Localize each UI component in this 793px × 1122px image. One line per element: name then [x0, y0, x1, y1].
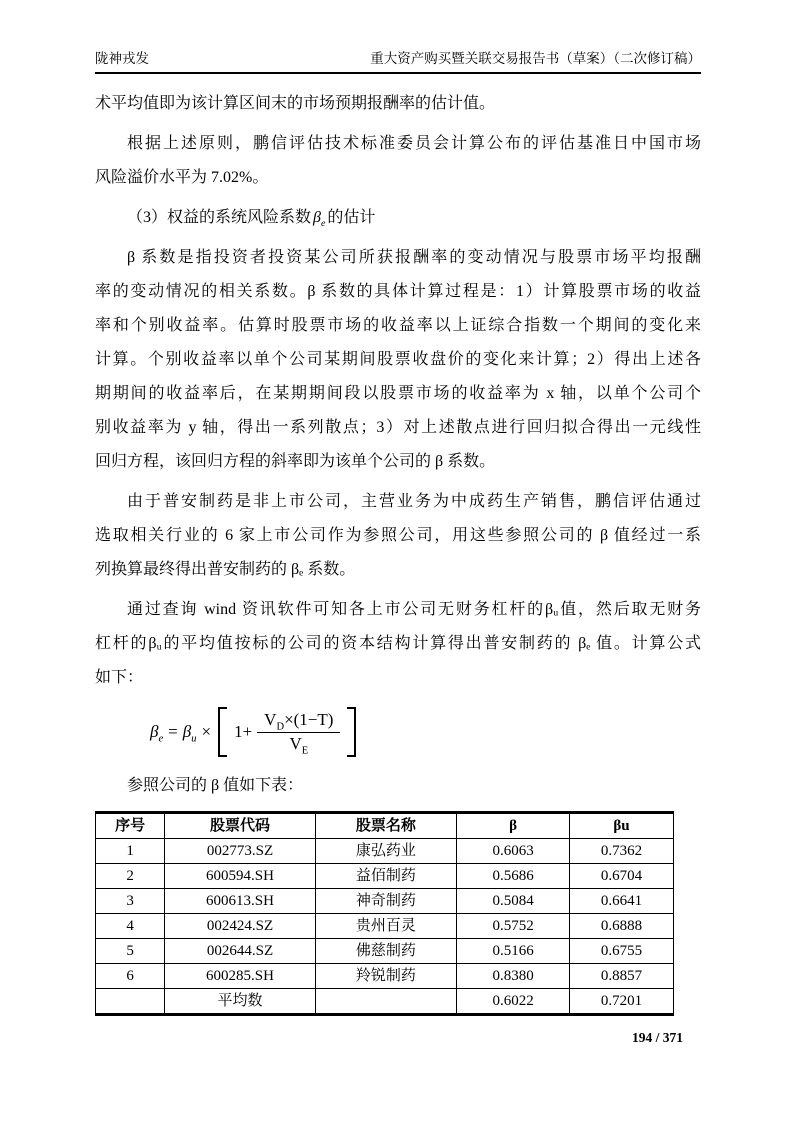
cell-stock-code: 600285.SH [165, 964, 315, 989]
cell-beta: 0.5166 [457, 939, 570, 964]
cell-stock-code: 002644.SZ [165, 939, 315, 964]
paragraph-beta-definition [95, 241, 701, 479]
text-line: 率的变动情况的相关系数。β 系数的具体计算过程是：1）计算股票市场的收益 [95, 283, 701, 300]
text-line: 期期间的收益率后，在某期期间段以股票市场的收益率为 x 轴，以单个公司个 [95, 385, 701, 402]
cell-index: 4 [96, 914, 165, 939]
page-number: 194 / 371 [631, 1030, 683, 1045]
cell-beta: 0.6063 [457, 839, 570, 864]
cell-beta-u: 0.6888 [569, 914, 673, 939]
cell-beta-u: 0.6755 [569, 939, 673, 964]
paragraph-wind-query [95, 593, 701, 695]
text-line: 根据上述原则，鹏信评估技术标准委员会计算公布的评估基准日中国市场 [127, 135, 701, 152]
table-intro-line [95, 769, 701, 803]
cell-stock-name: 益佰制药 [315, 864, 457, 889]
header-cell-stock-code: 股票代码 [165, 813, 315, 839]
cell-stock-name: 康弘药业 [315, 839, 457, 864]
beta-e-term: $\beta_e$ [150, 721, 164, 745]
fraction-numerator: $V_D\times(1-T)$ [257, 710, 340, 732]
paragraph-risk-premium [95, 127, 701, 195]
text-line: 通过查询 wind 资讯软件可知各上市公司无财务杠杆的βᵤ值，然后取无财务 [127, 601, 701, 618]
table-row [96, 889, 674, 914]
text-line: 术平均值即为该计算区间末的市场预期报酬率的估计值。 [95, 95, 496, 112]
cell-index: 2 [96, 864, 165, 889]
table-header-row [96, 813, 674, 839]
cell-beta-u: 0.6704 [569, 864, 673, 889]
text-line: 选取相关行业的 6 家上市公司作为参照公司，用这些参照公司的 β 值经过一系 [95, 527, 701, 544]
text-line: 参照公司的 β 值如下表： [127, 777, 304, 794]
text-line: 计算。个别收益率以单个公司某期间股票收盘价的变化来计算；2）得出上述各 [95, 351, 701, 368]
header-cell-stock-name: 股票名称 [315, 813, 457, 839]
cell-index: 1 [96, 839, 165, 864]
fraction [257, 710, 340, 754]
cell-beta: 0.6022 [457, 989, 570, 1015]
heading-text: （3）权益的系统风险系数 [127, 209, 312, 226]
fraction-denominator: $V_E$ [289, 733, 309, 756]
content-area [95, 87, 701, 1016]
cell-stock-code: 002424.SZ [165, 914, 315, 939]
text-line: 列换算最终得出普安制药的 βₑ 系数。 [95, 561, 356, 578]
cell-stock-code: 600613.SH [165, 889, 315, 914]
cell-beta: 0.8380 [457, 964, 570, 989]
text-line: 别收益率为 y 轴，得出一系列散点；3）对上述散点进行回归拟合得出一元线性 [95, 419, 701, 436]
cell-stock-name: 贵州百灵 [315, 914, 457, 939]
cell-stock-code: 600594.SH [165, 864, 315, 889]
cell-beta-u: 0.7201 [569, 989, 673, 1015]
beta-e-symbol: $\beta_e$ [313, 209, 326, 230]
cell-stock-code: 002773.SZ [165, 839, 315, 864]
header-cell-beta: β [457, 813, 570, 839]
right-bracket [347, 707, 356, 757]
cell-stock-name: 神奇制药 [315, 889, 457, 914]
left-bracket [218, 707, 227, 757]
table-row [96, 914, 674, 939]
reference-companies-beta-table [95, 811, 674, 1016]
beta-u-term: $\beta_u$ [182, 721, 197, 745]
table-row [96, 839, 674, 864]
text-line: 如下： [95, 669, 144, 686]
cell-stock-name: 羚锐制药 [315, 964, 457, 989]
one-plus-term: 1+ [234, 721, 253, 741]
document-header [95, 0, 701, 74]
beta-formula [95, 701, 701, 763]
cell-beta-u: 0.8857 [569, 964, 673, 989]
paragraph-puan-reference [95, 485, 701, 587]
text-line: β 系数是指投资者投资某公司所获报酬率的变动情况与股票市场平均报酬 [127, 249, 701, 266]
text-line: 率和个别收益率。估算时股票市场的收益率以上证综合指数一个期间的变化来 [95, 317, 701, 334]
heading-text: 的估计 [327, 209, 376, 226]
cell-beta-u: 0.7362 [569, 839, 673, 864]
table-row-average [96, 989, 674, 1015]
cell-index: 6 [96, 964, 165, 989]
paragraph-carryover [95, 87, 701, 121]
cell-beta: 0.5752 [457, 914, 570, 939]
cell-index: 5 [96, 939, 165, 964]
table-row [96, 939, 674, 964]
cell-beta: 0.5084 [457, 889, 570, 914]
cell-beta: 0.5686 [457, 864, 570, 889]
text-line: 杠杆的βᵤ的平均值按标的公司的资本结构计算得出普安制药的 βₑ 值。计算公式 [95, 635, 701, 652]
table-row [96, 964, 674, 989]
header-report-title: 重大资产购买暨关联交易报告书（草案）（二次修订稿） [370, 51, 701, 66]
section-heading-beta-estimate [95, 201, 701, 235]
cell-average-label: 平均数 [165, 989, 315, 1015]
multiply-sign: × [201, 721, 212, 741]
cell-index: 3 [96, 889, 165, 914]
header-company-name: 陇神戎发 [95, 51, 149, 66]
header-cell-index: 序号 [96, 813, 165, 839]
table-row [96, 864, 674, 889]
cell-stock-name [315, 989, 457, 1015]
equals-sign: = [168, 721, 178, 741]
cell-beta-u: 0.6641 [569, 889, 673, 914]
header-cell-beta-u: βu [569, 813, 673, 839]
text-line: 风险溢价水平为 7.02%。 [95, 169, 269, 186]
cell-stock-name: 佛慈制药 [315, 939, 457, 964]
cell-index [96, 989, 165, 1015]
text-line: 由于普安制药是非上市公司，主营业务为中成药生产销售，鹏信评估通过 [127, 493, 701, 510]
text-line: 回归方程，该回归方程的斜率即为该单个公司的 β 系数。 [95, 453, 496, 470]
